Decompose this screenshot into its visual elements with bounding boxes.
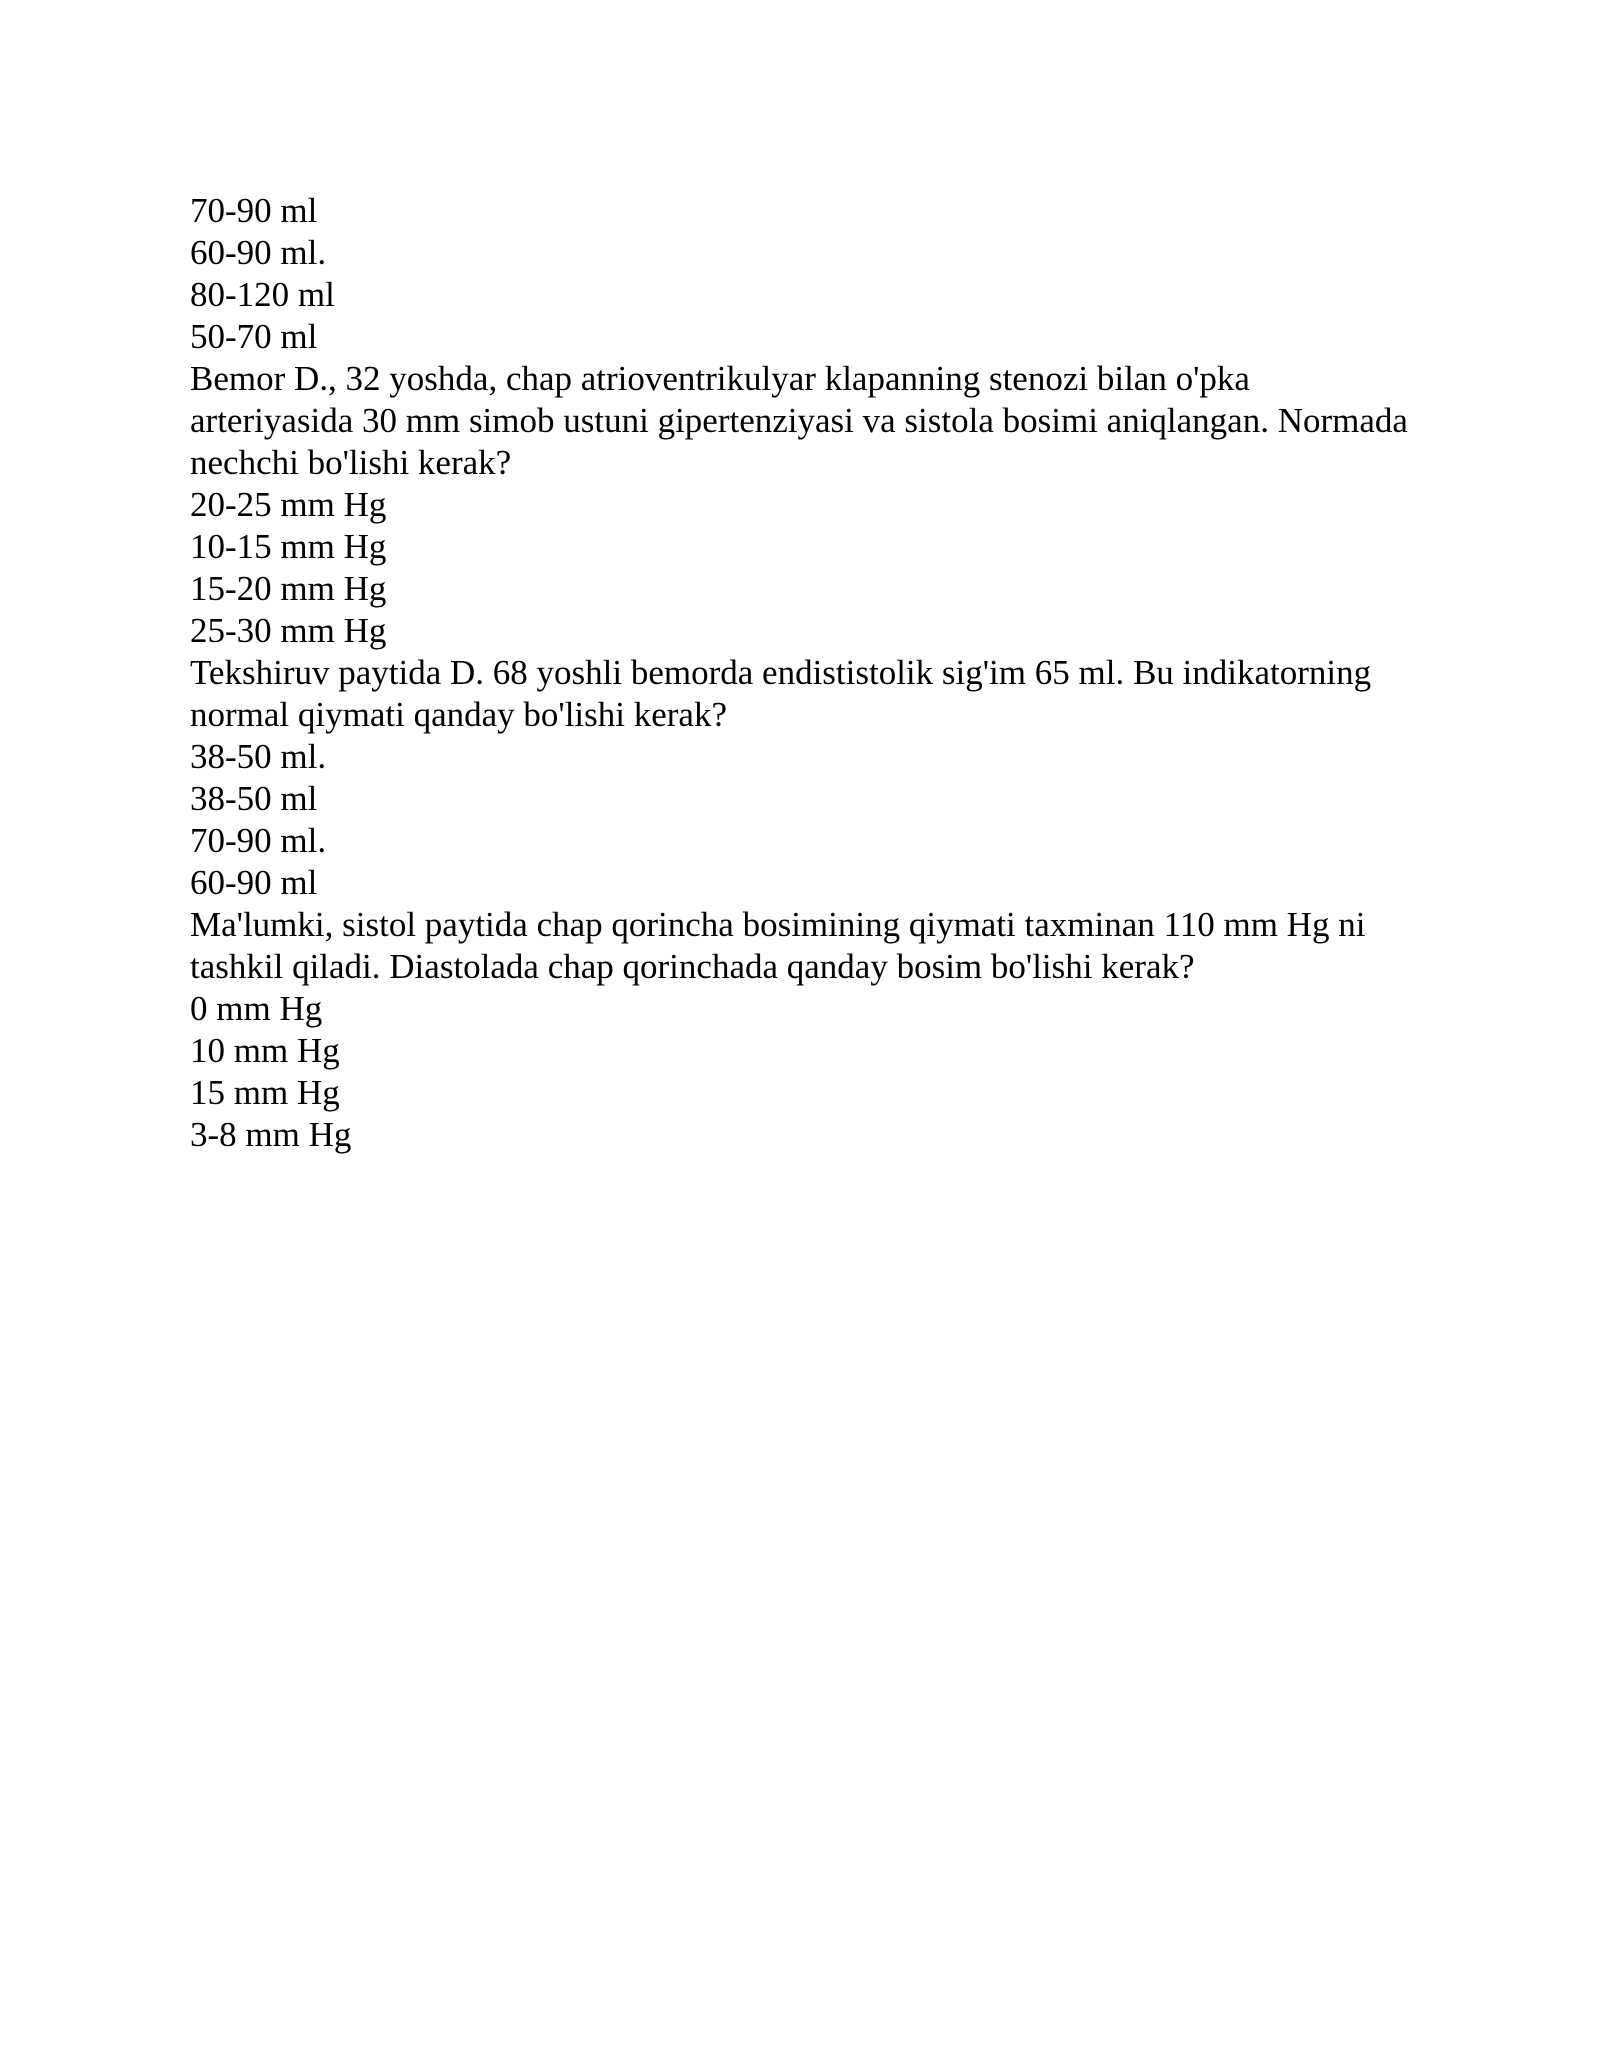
answer-option: 60-90 ml: [190, 863, 318, 902]
answer-option: 80-120 ml: [190, 275, 335, 314]
answer-option: 0 mm Hg: [190, 989, 323, 1028]
answer-option: 20-25 mm Hg: [190, 485, 387, 524]
answer-option: 60-90 ml.: [190, 233, 327, 272]
answer-option: 15 mm Hg: [190, 1073, 340, 1112]
answer-option: 70-90 ml: [190, 191, 318, 230]
answer-option: 25-30 mm Hg: [190, 611, 387, 650]
answer-option: 15-20 mm Hg: [190, 569, 387, 608]
question-text: Tekshiruv paytida D. 68 yoshli bemorda endististolik sig'im 65 ml. Bu indikatorning normal qiymati qanday bo'lishi kerak?: [190, 653, 1372, 734]
question-text: Ma'lumki, sistol paytida chap qorincha bosimining qiymati taxminan 110 mm Hg ni tashkil qiladi. Diastolada chap qorinchada qanday bosim bo'lishi kerak?: [190, 905, 1366, 986]
question-text: Bemor D., 32 yoshda, chap atrioventrikulyar klapanning stenozi bilan o'pka arteriyasida 30 mm simob ustuni gipertenziyasi va sistola bosimi aniqlangan. Normada nechchi bo'lishi kerak?: [190, 359, 1408, 482]
answer-option: 70-90 ml.: [190, 821, 327, 860]
answer-option: 3-8 mm Hg: [190, 1115, 352, 1154]
answer-option: 10 mm Hg: [190, 1031, 340, 1070]
answer-option: 10-15 mm Hg: [190, 527, 387, 566]
answer-option: 38-50 ml.: [190, 737, 327, 776]
answer-option: 50-70 ml: [190, 317, 318, 356]
answer-option: 38-50 ml: [190, 779, 318, 818]
document-content: [190, 190, 1410, 1156]
